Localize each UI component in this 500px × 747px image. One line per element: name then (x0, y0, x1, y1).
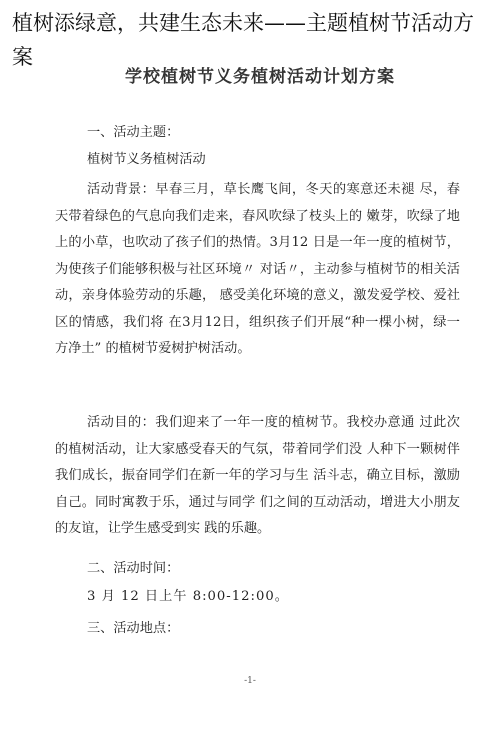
theme-text: 植树节义务植树活动 (87, 152, 206, 167)
time-text: 3 月 12 日上午 8:00-12:00。 (87, 589, 289, 604)
goal-paragraph: 活动目的：我们迎来了一年一度的植树节。我校办意通 过此次的植树活动，让大家感受春天的气氛，带着同学们没 人种下一颗树伴我们成长，振奋同学们在新一年的学习与生 活斗志，确立目标，激励自己。同时寓教于乐，通过与同学 们之间的互动活动，增进大小朋友的友谊，让学生感受到实 践的乐趣。 (55, 415, 460, 536)
section-heading-place: 三、活动地点： (87, 621, 180, 636)
page-number: -1- (244, 676, 256, 686)
document-title: 学校植树节义务植树活动计划方案 (125, 67, 395, 87)
section-heading-time: 二、活动时间： (87, 561, 180, 576)
background-paragraph: 活动背景：早春三月，草长鹰飞间，冬天的寒意还未褪 尽，春天带着绿色的气息向我们走来，春风吹绿了枝头上的 嫩芽，吹绿了地上的小草，也吹动了孩子们的热情。3月12 日是一年一度的植树节，为使孩子们能够积极与社区环境〃 对话〃，主动参与植树节的相关活动，亲身体验劳动的乐趣， 感受美化环境的意义，激发爱学校、爱社区的情感，我们将 在3月12日，组织孩子们开展“种一棵小树，绿一方净土” 的植树节爱树护树活动。 (55, 182, 460, 356)
section-heading-theme: 一、活动主题： (87, 125, 180, 140)
overlay-title: 植树添绿意，共建生态未来——主题植树节活动方案 (12, 11, 474, 69)
